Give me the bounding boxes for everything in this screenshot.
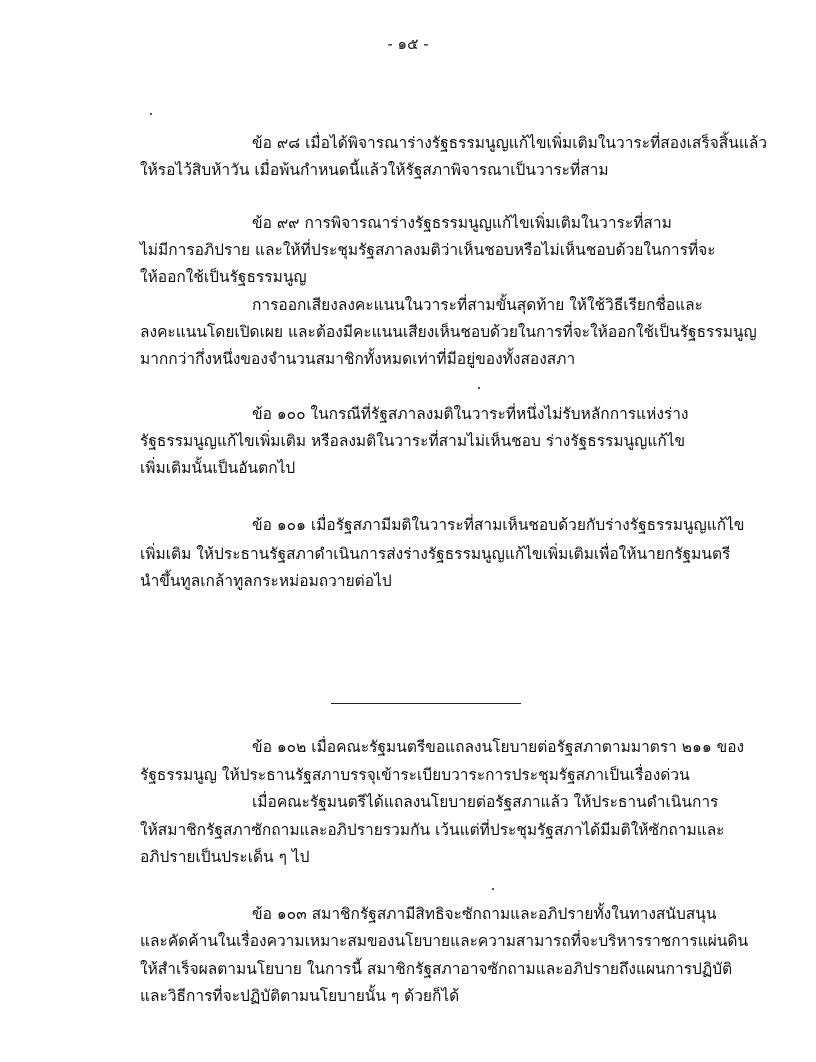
section-99-line-2: ไม่มีการอภิปราย และให้ที่ประชุมรัฐสภาลงมติว่าเห็นชอบหรือไม่เห็นชอบด้วยในการที่จะ — [140, 241, 716, 259]
scan-speck — [478, 387, 480, 389]
section-102-line-1: ข้อ ๑๐๒ เมื่อคณะรัฐมนตรีขอแถลงนโยบายต่อรัฐสภาตามมาตรา ๒๑๑ ของ — [252, 738, 745, 756]
section-100-line-1: ข้อ ๑๐๐ ในกรณีที่รัฐสภาลงมติในวาระที่หนึ่งไม่รับหลักการแห่งร่าง — [252, 405, 689, 423]
section-103-line-2: และคัดค้านในเรื่องความเหมาะสมของนโยบายและความสามารถที่จะบริหารราชการแผ่นดิน — [140, 932, 749, 950]
section-101-line-3: นำขึ้นทูลเกล้าทูลกระหม่อมถวายต่อไป — [140, 572, 392, 590]
section-101-line-1: ข้อ ๑๐๑ เมื่อรัฐสภามีมติในวาระที่สามเห็นชอบด้วยกับร่างรัฐธรรมนูญแก้ไข — [252, 516, 745, 534]
section-102-line-4: ให้สมาชิกรัฐสภาซักถามและอภิปรายรวมกัน เว้นแต่ที่ประชุมรัฐสภาได้มีมติให้ซักถามและ — [140, 821, 725, 839]
scan-speck — [150, 113, 152, 115]
page-number: - ๑๕ - — [387, 35, 429, 53]
scan-speck — [492, 888, 494, 890]
section-102-line-5: อภิปรายเป็นประเด็น ๆ ไป — [140, 848, 310, 866]
section-99-line-6: มากกว่ากึ่งหนึ่งของจำนวนสมาชิกทั้งหมดเท่าที่มีอยู่ของทั้งสองสภา — [140, 350, 576, 368]
section-103-line-1: ข้อ ๑๐๓ สมาชิกรัฐสภามีสิทธิจะซักถามและอภิปรายทั้งในทางสนับสนุน — [252, 905, 717, 923]
chapter-divider — [331, 703, 521, 704]
section-98-line-2: ให้รอไว้สิบห้าวัน เมื่อพ้นกำหนดนี้แล้วให้รัฐสภาพิจารณาเป็นวาระที่สาม — [140, 161, 609, 179]
section-99-line-5: ลงคะแนนโดยเปิดเผย และต้องมีคะแนนเสียงเห็นชอบด้วยในการที่จะให้ออกใช้เป็นรัฐธรรมนูญ — [140, 323, 757, 341]
section-102-line-2: รัฐธรรมนูญ ให้ประธานรัฐสภาบรรจุเข้าระเบียบวาระการประชุมรัฐสภาเป็นเรื่องด่วน — [140, 766, 690, 784]
section-103-line-3: ให้สำเร็จผลตามนโยบาย ในการนี้ สมาชิกรัฐสภาอาจซักถามและอภิปรายถึงแผนการปฏิบัติ — [140, 960, 733, 978]
section-99-line-1: ข้อ ๙๙ การพิจารณาร่างรัฐธรรมนูญแก้ไขเพิ่มเติมในวาระที่สาม — [252, 214, 672, 232]
section-101-line-2: เพิ่มเติม ให้ประธานรัฐสภาดำเนินการส่งร่างรัฐธรรมนูญแก้ไขเพิ่มเติมเพื่อให้นายกรัฐมนตรี — [140, 545, 731, 563]
section-99-line-3: ให้ออกใช้เป็นรัฐธรรมนูญ — [140, 268, 307, 286]
section-98-line-1: ข้อ ๙๘ เมื่อได้พิจารณาร่างรัฐธรรมนูญแก้ไขเพิ่มเติมในวาระที่สองเสร็จสิ้นแล้ว — [252, 134, 768, 152]
section-100-line-3: เพิ่มเติมนั้นเป็นอันตกไป — [140, 459, 296, 477]
section-100-line-2: รัฐธรรมนูญแก้ไขเพิ่มเติม หรือลงมติในวาระที่สามไม่เห็นชอบ ร่างรัฐธรรมนูญแก้ไข — [140, 432, 686, 450]
section-102-line-3: เมื่อคณะรัฐมนตรีได้แถลงนโยบายต่อรัฐสภาแล้ว ให้ประธานดำเนินการ — [252, 793, 719, 811]
section-103-line-4: และวิธีการที่จะปฏิบัติตามนโยบายนั้น ๆ ด้วยก็ได้ — [140, 987, 460, 1005]
section-99-line-4: การออกเสียงลงคะแนนในวาระที่สามขั้นสุดท้าย ให้ใช้วิธีเรียกชื่อและ — [252, 296, 704, 314]
